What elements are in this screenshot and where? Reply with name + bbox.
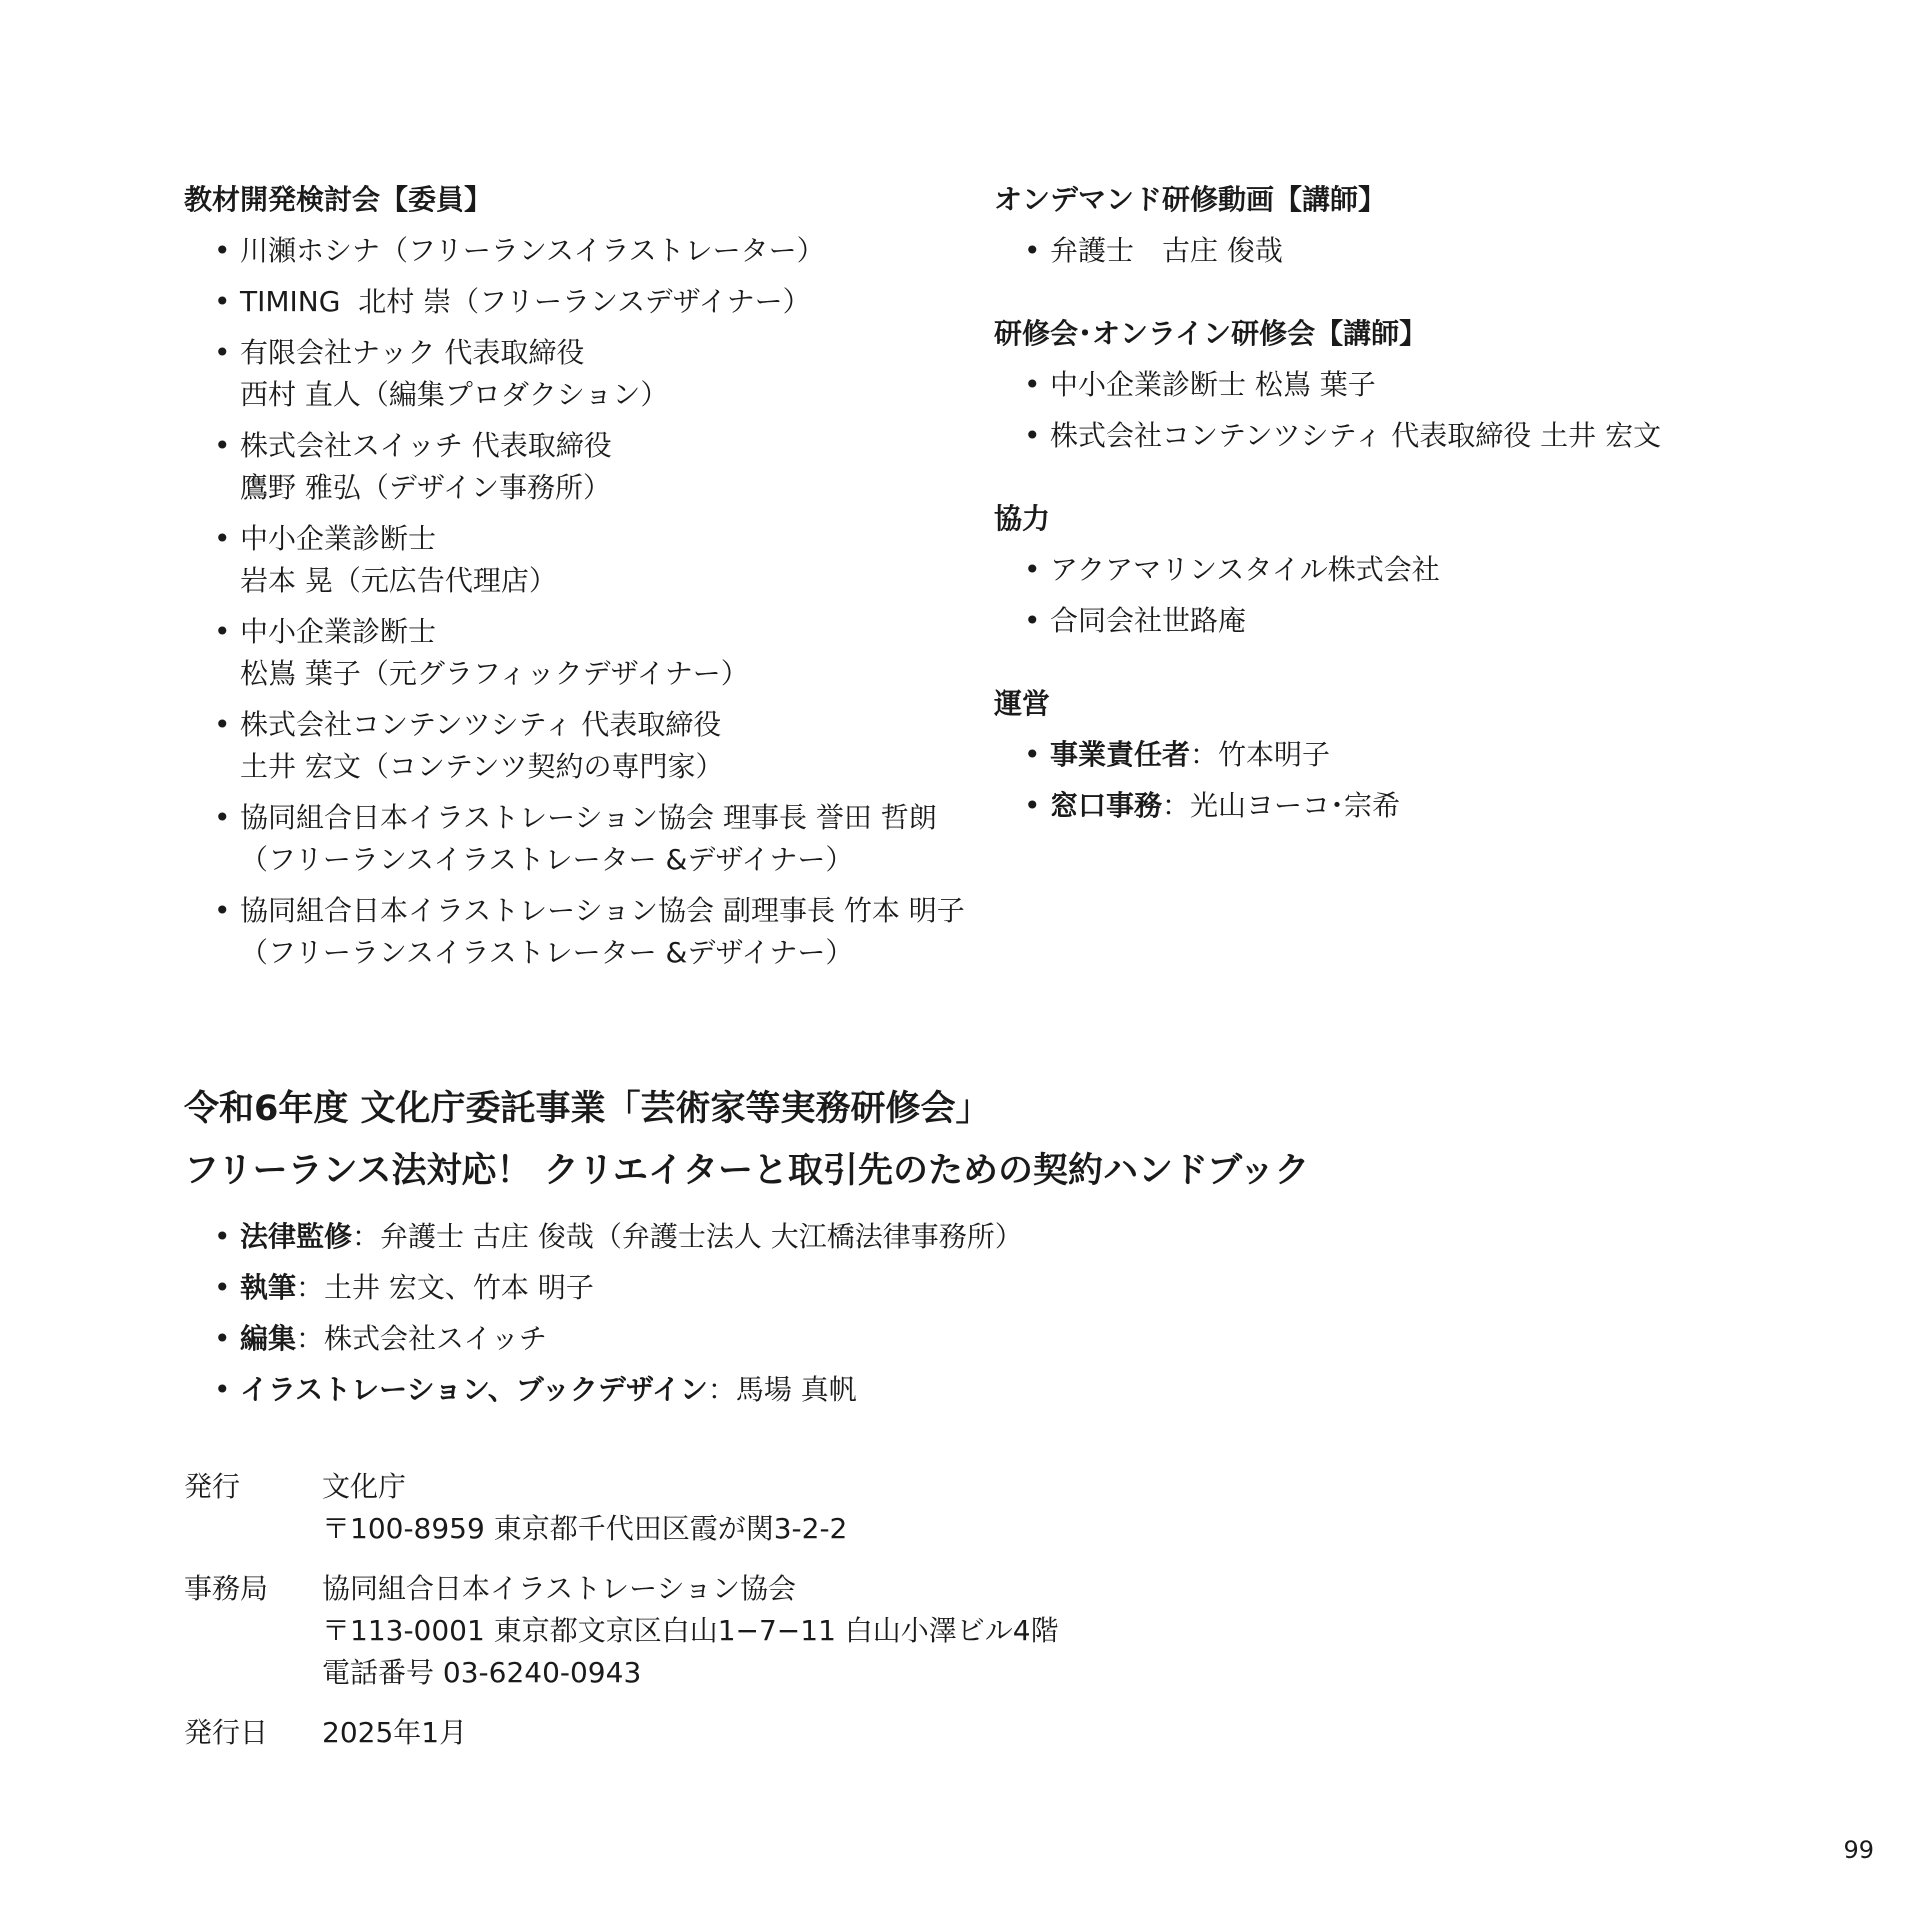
committee-list: [184, 230, 984, 974]
list-item: • 協同組合日本イラストレーション協会 理事長 誉田 哲朗 （フリーランスイラストレーター &デザイナー）: [184, 797, 984, 881]
credits-right-column: [994, 178, 1874, 867]
list-item: • 川瀬ホシナ（フリーランスイラストレーター）: [184, 230, 984, 272]
list-item: • 有限会社ナック 代表取締役 西村 直人（編集プロダクション）: [184, 332, 984, 416]
secretariat-row: 事務局 協同組合日本イラストレーション協会 〒113-0001 東京都文京区白山1−7−11 白山小澤ビル4階 電話番号 03-6240-0943: [184, 1572, 1059, 1689]
list-item: • 法律監修：弁護士 古庄 俊哉（弁護士法人 大江橋法律事務所）: [184, 1216, 1864, 1258]
list-item: • 弁護士 古庄 俊哉: [994, 230, 1874, 272]
list-item: • 中小企業診断士 松嶌 葉子: [994, 364, 1874, 406]
list-item: • 窓口事務：光山ヨーコ･宗希: [994, 785, 1874, 827]
list-item: • 編集：株式会社スイッチ: [184, 1318, 1864, 1360]
list-item: • 事業責任者：竹本明子: [994, 734, 1874, 776]
list-item: • イラストレーション、ブックデザイン：馬場 真帆: [184, 1369, 1864, 1411]
ondemand-section: [994, 178, 1874, 272]
publish-date-row: 発行日 2025年1月: [184, 1716, 468, 1749]
list-item: • 株式会社コンテンツシティ 代表取締役 土井 宏文: [994, 415, 1874, 457]
handbook-section: [184, 1078, 1864, 1420]
committee-section: [184, 178, 984, 983]
publisher-row: 発行 文化庁 〒100-8959 東京都千代田区霞が関3-2-2: [184, 1470, 848, 1545]
publishing-info: [184, 1466, 1584, 1772]
list-item: • 協同組合日本イラストレーション協会 副理事長 竹本 明子 （フリーランスイラストレーター &デザイナー）: [184, 890, 984, 974]
page-number: 99: [1843, 1836, 1874, 1864]
handbook-title-line2: フリーランス法対応！ クリエイターと取引先のための契約ハンドブック: [184, 1151, 1310, 1191]
list-item: • 中小企業診断士 岩本 晃（元広告代理店）: [184, 518, 984, 602]
ondemand-title: オンデマンド研修動画【講師】: [994, 183, 1387, 216]
list-item: • 株式会社スイッチ 代表取締役 鷹野 雅弘（デザイン事務所）: [184, 425, 984, 509]
committee-title: 教材開発検討会【委員】: [184, 183, 493, 216]
operation-section: [994, 682, 1874, 827]
list-item: • 執筆：土井 宏文、竹本 明子: [184, 1267, 1864, 1309]
list-item: • TIMING 北村 崇（フリーランスデザイナー）: [184, 281, 984, 323]
cooperation-section: [994, 497, 1874, 642]
handbook-credits: [184, 1216, 1864, 1411]
operation-title: 運営: [994, 687, 1051, 720]
seminar-section: [994, 312, 1874, 457]
list-item: • 中小企業診断士 松嶌 葉子（元グラフィックデザイナー）: [184, 611, 984, 695]
list-item: • アクアマリンスタイル株式会社: [994, 549, 1874, 591]
cooperation-title: 協力: [994, 502, 1051, 535]
list-item: • 合同会社世路庵: [994, 600, 1874, 642]
seminar-title: 研修会･オンライン研修会【講師】: [994, 317, 1428, 350]
handbook-title-line1: 令和6年度 文化庁委託事業「芸術家等実務研修会」: [184, 1089, 991, 1129]
list-item: • 株式会社コンテンツシティ 代表取締役 土井 宏文（コンテンツ契約の専門家）: [184, 704, 984, 788]
